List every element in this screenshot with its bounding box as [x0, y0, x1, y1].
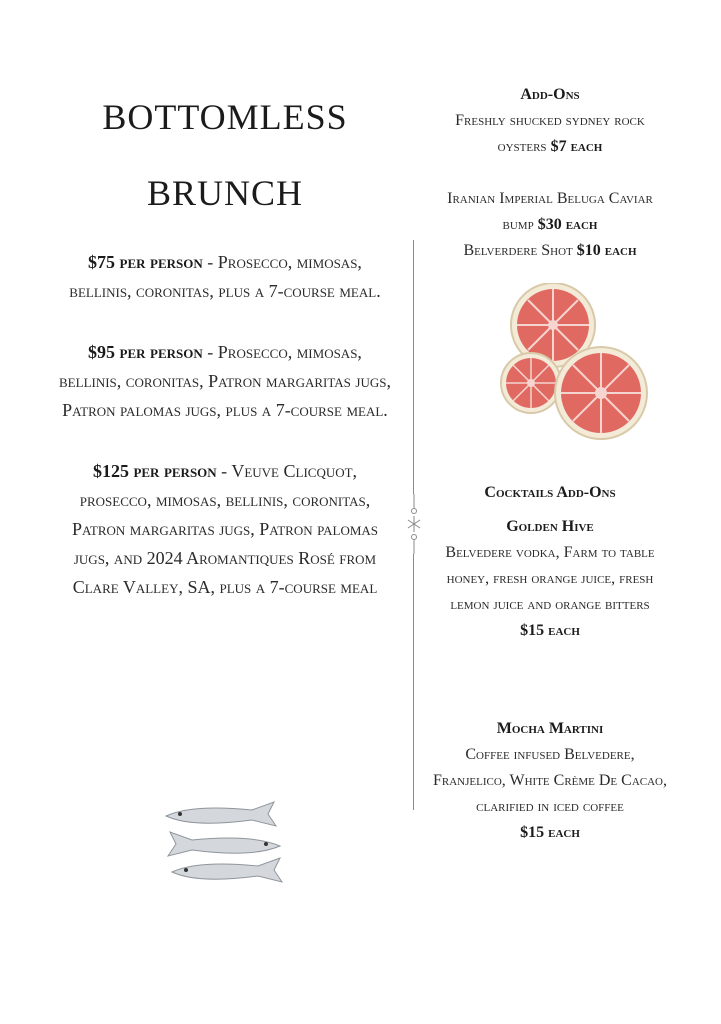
title-line-1: BOTTOMLESS [102, 97, 348, 137]
addons-section [430, 82, 670, 264]
addon-oysters: Freshly shucked sydney rock oysters $7 each [455, 112, 645, 155]
package-75 [55, 248, 395, 306]
cocktail-price: $15 each [520, 622, 580, 639]
divider-ornament-icon [404, 494, 424, 554]
cocktail-mocha-martini [430, 716, 670, 846]
packages-column [55, 248, 395, 634]
cocktail-description: Coffee infused Belvedere, Franjelico, White Crème De Cacao, clarified in iced coffee [433, 746, 667, 815]
package-125 [55, 457, 395, 602]
cocktail-name: Mocha Martini [496, 720, 604, 737]
cocktail-description: Belvedere vodka, Farm to table honey, fresh orange juice, fresh lemon juice and orange bitters [445, 544, 655, 613]
cocktail-name: Golden Hive [506, 518, 594, 535]
grapefruit-slices-illustration [495, 283, 655, 443]
package-price: $125 per person [92, 461, 217, 481]
package-description: - Veuve Clicquot, prosecco, mimosas, bellinis, coronitas, Patron margaritas jugs, Patron palomas jugs, and 2024 Aromantiques Rosé from Clare Valley, SA, plus a 7-course meal [71, 461, 379, 597]
package-price: $95 per person [88, 342, 203, 362]
title-line-2: BRUNCH [146, 173, 304, 213]
cocktail-golden-hive [430, 514, 670, 644]
cocktail-price: $15 each [520, 824, 580, 841]
cocktails-heading: Cocktails Add-Ons [484, 484, 616, 501]
package-price: $75 per person [88, 252, 203, 272]
sardines-illustration [152, 798, 292, 888]
package-description: - Prosecco, mimosas, bellinis, coronitas, Patron margaritas jugs, Patron palomas jugs, plus a 7-course meal. [59, 342, 391, 420]
addon-shot: Belverdere Shot $10 each [463, 242, 637, 259]
package-95 [55, 338, 395, 425]
package-description: - Prosecco, mimosas, bellinis, coronitas, plus a 7-course meal. [69, 252, 381, 301]
addon-caviar: Iranian Imperial Beluga Caviar bump $30 each [447, 190, 653, 233]
addons-heading: Add-Ons [520, 86, 580, 103]
